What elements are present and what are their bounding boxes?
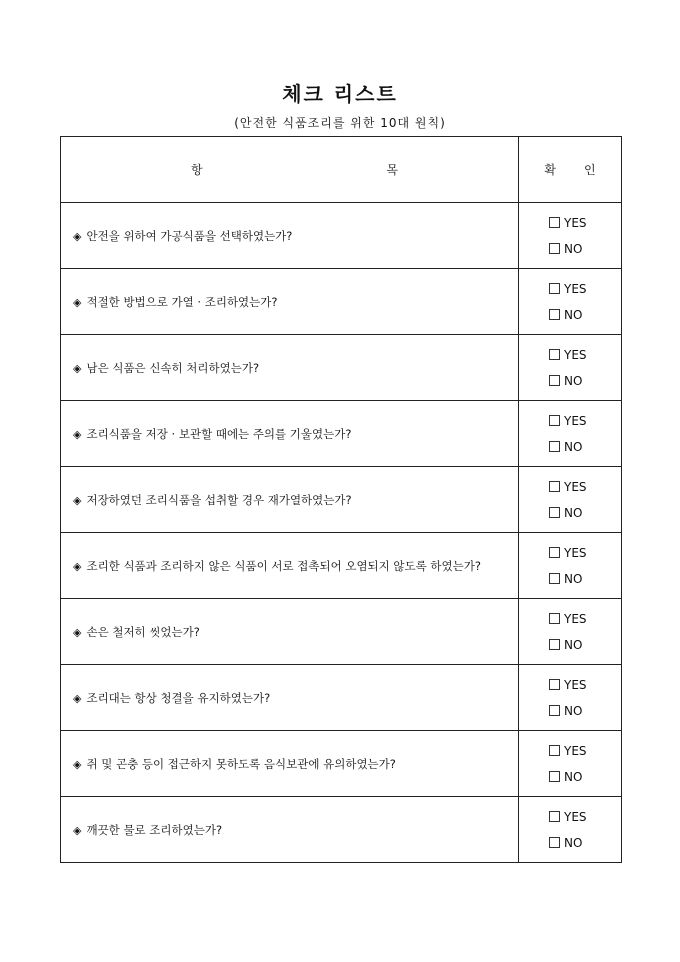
check-cell: [519, 533, 622, 599]
no-label: NO: [564, 241, 583, 256]
checkbox-icon[interactable]: [549, 283, 560, 294]
no-label: NO: [564, 439, 583, 454]
no-label: NO: [564, 373, 583, 388]
diamond-bullet-icon: ◈: [73, 295, 82, 309]
table-row: [61, 599, 622, 665]
page-title: 체크 리스트: [282, 82, 398, 106]
check-cell: [519, 269, 622, 335]
yes-option[interactable]: [519, 408, 621, 434]
no-label: NO: [564, 769, 583, 784]
item-text: 쥐 및 곤충 등이 접근하지 못하도록 음식보관에 유의하였는가?: [86, 756, 396, 771]
checkbox-icon[interactable]: [549, 811, 560, 822]
item-text: 깨끗한 물로 조리하였는가?: [86, 822, 223, 837]
no-option[interactable]: [519, 566, 621, 592]
table-row: [61, 731, 622, 797]
checklist-rows: [61, 203, 622, 863]
diamond-bullet-icon: ◈: [73, 823, 82, 837]
yes-label: YES: [564, 281, 587, 296]
yes-label: YES: [564, 479, 587, 494]
checkbox-icon[interactable]: [549, 613, 560, 624]
header-item-right: 목: [386, 163, 398, 177]
table-row: [61, 665, 622, 731]
no-option[interactable]: [519, 764, 621, 790]
check-cell: [519, 335, 622, 401]
checkbox-icon[interactable]: [549, 639, 560, 650]
no-label: NO: [564, 703, 583, 718]
check-cell: [519, 203, 622, 269]
item-cell: [61, 533, 519, 599]
item-cell: [61, 797, 519, 863]
diamond-bullet-icon: ◈: [73, 427, 82, 441]
check-cell: [519, 401, 622, 467]
checkbox-icon[interactable]: [549, 441, 560, 452]
no-option[interactable]: [519, 500, 621, 526]
table-row: [61, 797, 622, 863]
yes-label: YES: [564, 545, 587, 560]
item-cell: [61, 731, 519, 797]
diamond-bullet-icon: ◈: [73, 625, 82, 639]
item-cell: [61, 335, 519, 401]
checkbox-icon[interactable]: [549, 547, 560, 558]
no-option[interactable]: [519, 434, 621, 460]
checkbox-icon[interactable]: [549, 309, 560, 320]
item-cell: [61, 467, 519, 533]
table-header-row: [61, 137, 622, 203]
no-label: NO: [564, 571, 583, 586]
checkbox-icon[interactable]: [549, 375, 560, 386]
table-row: [61, 269, 622, 335]
checkbox-icon[interactable]: [549, 837, 560, 848]
diamond-bullet-icon: ◈: [73, 559, 82, 573]
item-text: 조리대는 항상 청결을 유지하였는가?: [86, 690, 271, 705]
item-text: 조리식품을 저장 · 보관할 때에는 주의를 기울였는가?: [86, 426, 352, 441]
checkbox-icon[interactable]: [549, 243, 560, 254]
check-cell: [519, 797, 622, 863]
yes-label: YES: [564, 743, 587, 758]
no-option[interactable]: [519, 830, 621, 856]
diamond-bullet-icon: ◈: [73, 691, 82, 705]
yes-label: YES: [564, 413, 587, 428]
no-option[interactable]: [519, 236, 621, 262]
item-cell: [61, 599, 519, 665]
no-option[interactable]: [519, 698, 621, 724]
check-cell: [519, 467, 622, 533]
item-text: 안전을 위하여 가공식품을 선택하였는가?: [86, 228, 293, 243]
item-text: 손은 철저히 씻었는가?: [86, 624, 200, 639]
item-cell: [61, 203, 519, 269]
checkbox-icon[interactable]: [549, 507, 560, 518]
no-label: NO: [564, 307, 583, 322]
checkbox-icon[interactable]: [549, 349, 560, 360]
checkbox-icon[interactable]: [549, 705, 560, 716]
header-item-left: 항: [191, 163, 203, 177]
item-text: 저장하였던 조리식품을 섭취할 경우 재가열하였는가?: [86, 492, 352, 507]
checkbox-icon[interactable]: [549, 217, 560, 228]
no-option[interactable]: [519, 632, 621, 658]
table-row: [61, 467, 622, 533]
diamond-bullet-icon: ◈: [73, 229, 82, 243]
header-check-right: 인: [584, 163, 596, 177]
yes-option[interactable]: [519, 210, 621, 236]
yes-option[interactable]: [519, 672, 621, 698]
item-text: 조리한 식품과 조리하지 않은 식품이 서로 접촉되어 오염되지 않도록 하였는가?: [86, 558, 481, 573]
yes-label: YES: [564, 677, 587, 692]
diamond-bullet-icon: ◈: [73, 493, 82, 507]
yes-option[interactable]: [519, 804, 621, 830]
check-cell: [519, 731, 622, 797]
header-item-cell: [61, 137, 519, 203]
diamond-bullet-icon: ◈: [73, 757, 82, 771]
no-label: NO: [564, 505, 583, 520]
yes-label: YES: [564, 347, 587, 362]
check-cell: [519, 599, 622, 665]
yes-option[interactable]: [519, 342, 621, 368]
yes-option[interactable]: [519, 276, 621, 302]
yes-option[interactable]: [519, 738, 621, 764]
table-row: [61, 533, 622, 599]
table-row: [61, 335, 622, 401]
checkbox-icon[interactable]: [549, 771, 560, 782]
checkbox-icon[interactable]: [549, 679, 560, 690]
yes-label: YES: [564, 809, 587, 824]
checkbox-icon[interactable]: [549, 573, 560, 584]
page-subtitle: (안전한 식품조리를 위한 10대 원칙): [234, 116, 446, 130]
checkbox-icon[interactable]: [549, 745, 560, 756]
item-cell: [61, 401, 519, 467]
item-text: 적절한 방법으로 가열 · 조리하였는가?: [86, 294, 278, 309]
diamond-bullet-icon: ◈: [73, 361, 82, 375]
item-text: 남은 식품은 신속히 처리하였는가?: [86, 360, 260, 375]
item-cell: [61, 665, 519, 731]
yes-label: YES: [564, 611, 587, 626]
header-check-cell: [519, 137, 622, 203]
table-row: [61, 401, 622, 467]
item-cell: [61, 269, 519, 335]
no-option[interactable]: [519, 302, 621, 328]
checklist-table: [60, 136, 622, 863]
yes-option[interactable]: [519, 474, 621, 500]
check-cell: [519, 665, 622, 731]
header-check-left: 확: [544, 163, 556, 177]
checkbox-icon[interactable]: [549, 415, 560, 426]
no-label: NO: [564, 835, 583, 850]
table-row: [61, 203, 622, 269]
yes-option[interactable]: [519, 606, 621, 632]
checkbox-icon[interactable]: [549, 481, 560, 492]
yes-option[interactable]: [519, 540, 621, 566]
yes-label: YES: [564, 215, 587, 230]
no-option[interactable]: [519, 368, 621, 394]
no-label: NO: [564, 637, 583, 652]
